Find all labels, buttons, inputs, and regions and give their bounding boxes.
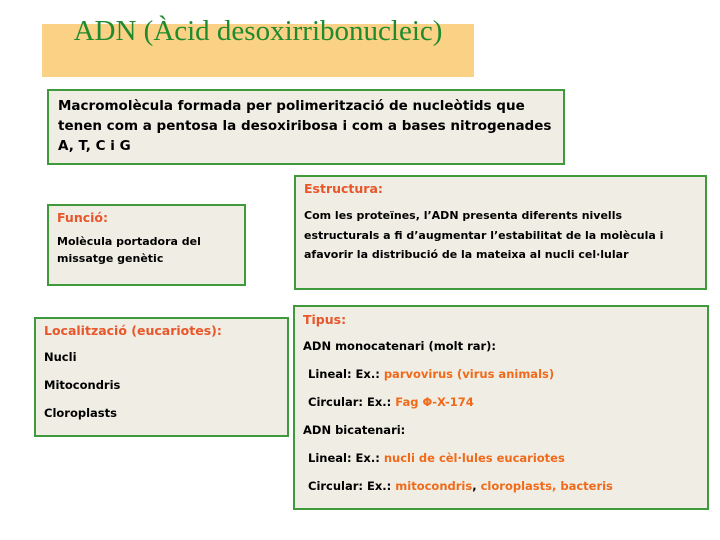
bi-lineal-label: Lineal: Ex.: bbox=[308, 451, 380, 465]
mono-lineal-label: Lineal: Ex.: bbox=[308, 367, 380, 381]
bi-circular-separator: , bbox=[472, 479, 477, 493]
localitzacio-item: Mitocondris bbox=[44, 378, 121, 392]
localitzacio-heading: Localització (eucariotes): bbox=[44, 323, 222, 338]
mono-circular-example: Fag Φ-X-174 bbox=[395, 395, 474, 409]
mono-lineal-example: parvovirus (virus animals) bbox=[383, 367, 555, 381]
tipus-box bbox=[293, 305, 709, 510]
bi-circular-label: Circular: Ex.: bbox=[308, 479, 392, 493]
estructura-heading: Estructura: bbox=[304, 181, 383, 196]
bi-circular-row bbox=[303, 479, 699, 493]
mono-circular-row bbox=[303, 395, 699, 409]
slide-title: ADN (Àcid desoxirribonucleic) bbox=[73, 15, 443, 47]
mono-circular-label: Circular: Ex.: bbox=[308, 395, 392, 409]
bi-circular-example-2: cloroplasts, bacteris bbox=[480, 479, 613, 493]
mono-lineal-row bbox=[303, 367, 699, 381]
localitzacio-item: Cloroplasts bbox=[44, 406, 117, 420]
definition-box bbox=[47, 89, 565, 165]
localitzacio-box bbox=[34, 317, 289, 437]
estructura-text: Com les proteïnes, l’ADN presenta diferents nivells estructurals a fi d’augmentar l’estabilitat de la molècula i afavorir la distribució de la mateixa al nucli cel·lular bbox=[304, 209, 664, 261]
bi-circular-example-1: mitocondris bbox=[395, 479, 473, 493]
definition-text: Macromolècula formada per polimerització de nucleòtids que tenen com a pentosa la desoxiribosa i com a bases nitrogenades A, T, C i G bbox=[58, 98, 552, 154]
estructura-box bbox=[294, 175, 707, 290]
funcio-text: Molècula portadora del missatge genètic bbox=[57, 235, 201, 265]
bi-lineal-row bbox=[303, 451, 699, 465]
funcio-box bbox=[47, 204, 246, 286]
bi-lineal-example: nucli de cèl·lules eucariotes bbox=[383, 451, 565, 465]
bicatenari-label: ADN bicatenari: bbox=[303, 423, 406, 437]
localitzacio-item: Nucli bbox=[44, 350, 77, 364]
monocatenari-label: ADN monocatenari (molt rar): bbox=[303, 339, 497, 353]
tipus-heading: Tipus: bbox=[303, 312, 347, 327]
funcio-heading: Funció: bbox=[57, 210, 108, 225]
